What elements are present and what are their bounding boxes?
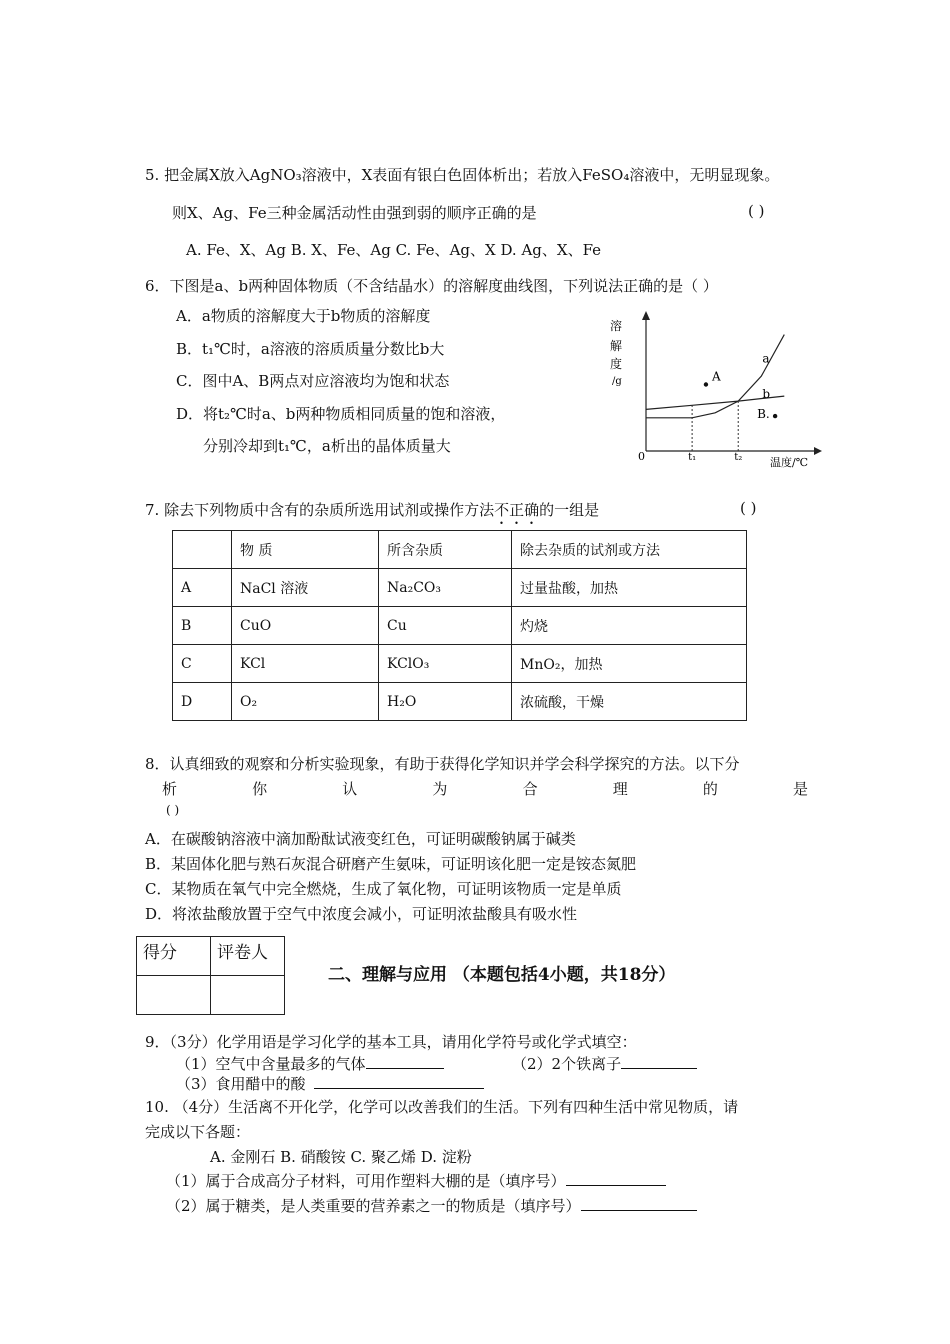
table-cell: KCl	[232, 645, 379, 683]
table-cell: B	[173, 607, 232, 645]
y-label-3: 度	[610, 357, 623, 371]
origin-label: 0	[638, 450, 645, 463]
q5-options: A. Fe、X、Ag B. X、Fe、Ag C. Fe、Ag、X D. Ag、X、Fe	[186, 241, 602, 259]
q9-stem: 9．（3分）化学用语是学习化学的基本工具，请用化学符号或化学式填空：	[145, 1033, 637, 1051]
table-header-cell: 物 质	[232, 531, 379, 569]
q6-option-d2: 分别冷却到t₁℃，a析出的晶体质量大	[203, 437, 451, 455]
y-label-1: 溶	[610, 319, 623, 333]
q7-table	[172, 530, 747, 721]
table-row	[173, 607, 747, 645]
q5-line1: 5. 把金属X放入AgNO₃溶液中，X表面有银白色固体析出；若放入FeSO₄溶液中，无明显现象。	[145, 166, 780, 184]
table-cell: KClO₃	[379, 645, 512, 683]
q7-stem-post: 的一组是	[539, 501, 600, 519]
table-cell: A	[173, 569, 232, 607]
table-cell: C	[173, 645, 232, 683]
solubility-chart	[600, 308, 830, 473]
table-cell: H₂O	[379, 683, 512, 721]
q10-part1-text: （1）属于合成高分子材料，可用作塑料大棚的是（填序号）	[166, 1172, 566, 1190]
q8-option-d: D．将浓盐酸放置于空气中浓度会减小，可证明浓盐酸具有吸水性	[145, 905, 578, 923]
q9-part3	[176, 1073, 484, 1094]
table-cell: NaCl 溶液	[232, 569, 379, 607]
q8-word: 的	[702, 780, 718, 798]
section-title: 二、理解与应用 （本题包括4小题，共18分）	[328, 965, 676, 985]
q10-blank1[interactable]	[566, 1171, 666, 1186]
table-row	[173, 645, 747, 683]
q9-part2	[512, 1053, 697, 1074]
q8-option-c: C．某物质在氧气中完全燃烧，生成了氧化物，可证明该物质一定是单质	[145, 880, 622, 898]
table-cell: Cu	[379, 607, 512, 645]
q6-option-b: B．t₁℃时，a溶液的溶质质量分数比b大	[176, 340, 445, 358]
q10-part2-text: （2）属于糖类，是人类重要的营养素之一的物质是（填序号）	[166, 1197, 581, 1215]
q10-blank2[interactable]	[581, 1196, 697, 1211]
q10-line1: 10. （4分）生活离不开化学，化学可以改善我们的生活。下列有四种生活中常见物质，请	[145, 1098, 739, 1116]
table-header-cell: 所含杂质	[379, 531, 512, 569]
q10-options: A. 金刚石 B. 硝酸铵 C. 聚乙烯 D. 淀粉	[210, 1148, 472, 1166]
q8-option-b: B．某固体化肥与熟石灰混合研磨产生氨味，可证明该化肥一定是铵态氮肥	[145, 855, 637, 873]
grader-cell	[211, 976, 285, 1015]
q5-paren: ( )	[748, 202, 765, 220]
table-cell: 浓硫酸，干燥	[512, 683, 747, 721]
table-row	[173, 683, 747, 721]
score-cell	[137, 976, 211, 1015]
table-cell: Na₂CO₃	[379, 569, 512, 607]
table-header-cell	[173, 531, 232, 569]
q8-line1: 8．认真细致的观察和分析实验现象，有助于获得化学知识并学会科学探究的方法。以下分	[145, 755, 740, 773]
table-cell: D	[173, 683, 232, 721]
q7-paren: ( )	[740, 499, 757, 517]
q8-word: 理	[612, 780, 628, 798]
q9-part2-text: （2）2个铁离子	[512, 1055, 622, 1073]
y-axis-arrow	[642, 311, 650, 320]
table-cell: CuO	[232, 607, 379, 645]
q7-stem-emph: 不正确	[494, 501, 540, 519]
q8-word: 你	[252, 780, 268, 798]
q8-word: 为	[432, 780, 448, 798]
table-header-cell: 除去杂质的试剂或方法	[512, 531, 747, 569]
data-point	[704, 382, 708, 386]
q8-word: 认	[342, 780, 358, 798]
q7-stem-pre: 7. 除去下列物质中含有的杂质所选用试剂或操作方法	[145, 501, 495, 519]
q6-option-d1: D．将t₂℃时a、b两种物质相同质量的饱和溶液，	[176, 405, 506, 423]
q8-option-a: A．在碳酸钠溶液中滴加酚酞试液变红色，可证明碳酸钠属于碱类	[145, 830, 576, 848]
series-label-a: a	[762, 351, 770, 366]
q8-word: 析	[162, 780, 178, 798]
table-cell: MnO₂，加热	[512, 645, 747, 683]
q9-part1-text: （1）空气中含量最多的气体	[176, 1055, 366, 1073]
table-row	[173, 569, 747, 607]
table-cell: 灼烧	[512, 607, 747, 645]
y-label-4: /g	[612, 376, 622, 387]
q9-blank3[interactable]	[314, 1074, 484, 1089]
q6-stem: 6．下图是a、b两种固体物质（不含结晶水）的溶解度曲线图，下列说法正确的是（ ）	[145, 277, 718, 295]
x-tick-label: t₂	[734, 452, 743, 463]
x-tick-label: t₁	[688, 452, 697, 463]
q6-option-a: A．a物质的溶解度大于b物质的溶解度	[176, 307, 431, 325]
q9-blank2[interactable]	[621, 1054, 697, 1069]
table-header-row	[173, 531, 747, 569]
q6-option-c: C．图中A、B两点对应溶液均为饱和状态	[176, 372, 450, 390]
data-point	[773, 414, 777, 418]
q8-paren: ( )	[166, 803, 180, 817]
q10-line2: 完成以下各题：	[145, 1123, 251, 1141]
score-label: 得分	[137, 937, 211, 976]
score-box	[136, 936, 285, 1015]
q7-stem	[145, 499, 599, 528]
data-point-label: A	[711, 369, 721, 384]
grader-label: 评卷人	[211, 937, 285, 976]
series-label-b: b	[762, 387, 771, 402]
q9-part3-text: （3）食用醋中的酸	[176, 1075, 306, 1093]
y-label-2: 解	[610, 339, 623, 353]
table-cell: 过量盐酸，加热	[512, 569, 747, 607]
q8-word: 合	[522, 780, 538, 798]
table-cell: O₂	[232, 683, 379, 721]
q10-part2	[166, 1195, 697, 1216]
q8-word: 是	[792, 780, 808, 798]
q9-blank1[interactable]	[366, 1054, 444, 1069]
x-axis-title: 温度/℃	[770, 456, 809, 469]
data-point-label: B.	[757, 407, 770, 422]
q9-part1	[176, 1053, 444, 1074]
y-axis-title: 溶解度/g	[600, 308, 604, 309]
q5-line2: 则X、Ag、Fe三种金属活动性由强到弱的顺序正确的是	[172, 204, 537, 222]
q8-line2	[162, 778, 808, 799]
q10-part1	[166, 1170, 666, 1191]
x-axis-arrow	[814, 447, 822, 455]
